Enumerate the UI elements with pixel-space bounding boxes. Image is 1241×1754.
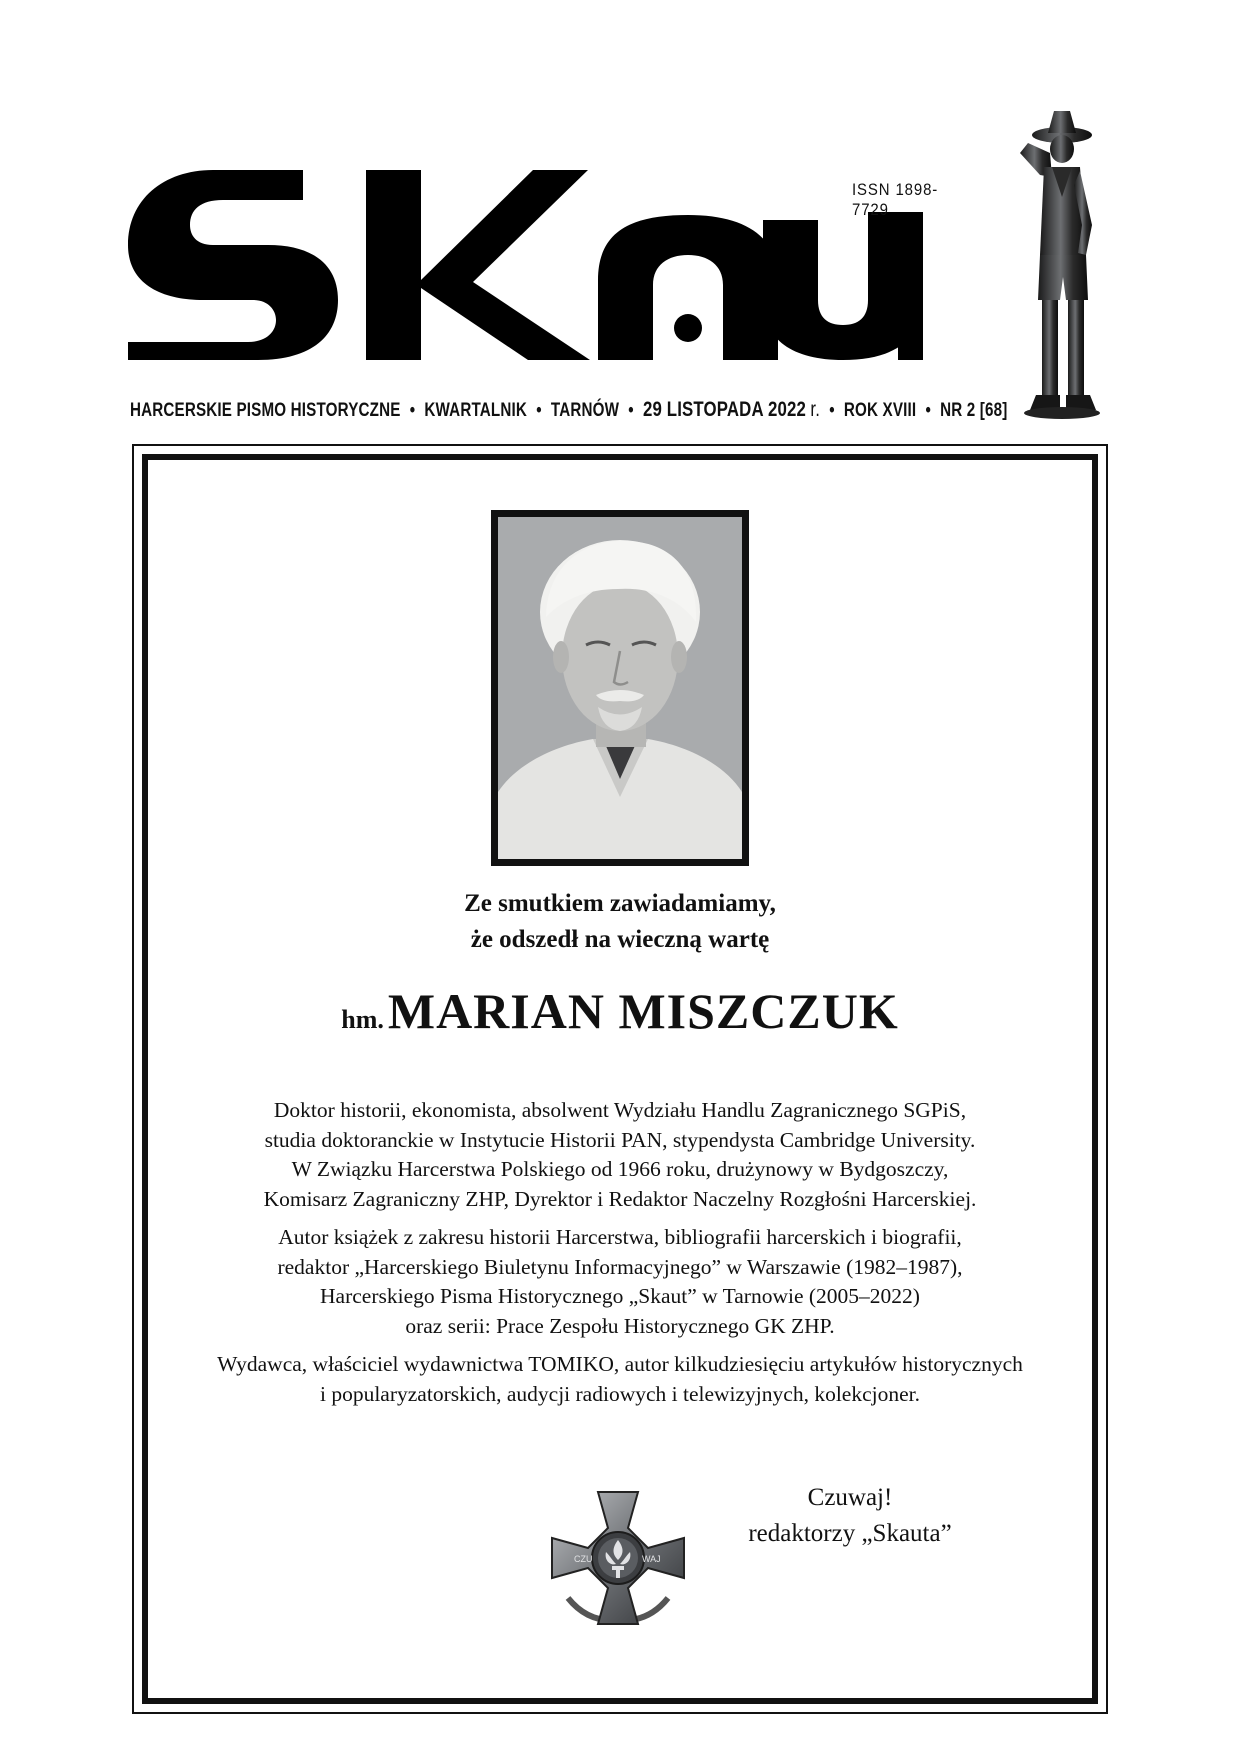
biography-line: W Związku Harcerstwa Polskiego od 1966 roku, drużynowy w Bydgoszczy, [291, 1157, 949, 1181]
biography-line: Autor książek z zakresu historii Harcerstwa, bibliografii harcerskich i biografii, [278, 1225, 962, 1249]
cross-right-word: WAJ [642, 1554, 661, 1564]
strap-year: ROK XVIII [843, 400, 917, 421]
issn-number: ISSN 1898-7729 [852, 180, 939, 219]
obituary-intro [132, 886, 1108, 958]
intro-line-1: Ze smutkiem zawiadamiamy, [464, 890, 776, 917]
biography-line: Doktor historii, ekonomista, absolwent Wydziału Handlu Zagranicznego SGPiS, [273, 1098, 967, 1122]
biography-line: oraz serii: Prace Zespołu Historycznego GK ZHP. [405, 1313, 835, 1338]
strap-separator: • [628, 400, 634, 421]
biography-paragraph [150, 1096, 1090, 1214]
strap-date: 29 LISTOPADA 2022 [642, 398, 806, 421]
biography-line: i popularyzatorskich, audycji radiowych i telewizyjnych, kolekcjoner. [319, 1381, 921, 1406]
strap-separator: • [829, 400, 835, 421]
intro-line-2: że odszedł na wieczną wartę [470, 926, 770, 953]
strap-date-suffix: r. [810, 398, 821, 421]
strap-separator: • [925, 400, 931, 421]
portrait-illustration [498, 517, 742, 859]
strap-separator: • [536, 400, 542, 421]
biography-line: redaktor „Harcerskiego Biuletynu Informacyjnego” w Warszawie (1982–1987), [277, 1254, 963, 1279]
masthead-strap [130, 398, 1008, 422]
farewell-greeting: Czuwaj! [807, 1484, 893, 1511]
strap-city: TARNÓW [550, 400, 620, 421]
strap-separator: • [409, 400, 416, 421]
skaut-logo [128, 160, 928, 360]
biography-paragraph [150, 1350, 1090, 1409]
deceased-name: MARIAN MISZCZUK [387, 983, 899, 1039]
scout-rank: hm. [341, 1005, 384, 1034]
strap-publication-type: HARCERSKIE PISMO HISTORYCZNE [130, 400, 401, 421]
strap-issue-number: NR 2 [68] [940, 400, 1008, 421]
biography-line: Komisarz Zagraniczny ZHP, Dyrektor i Redaktor Naczelny Rozgłośni Harcerskiej. [263, 1186, 977, 1211]
farewell-signature [720, 1480, 980, 1552]
biography-line: studia doktoranckie w Instytucie Historii PAN, stypendysta Cambridge University. [264, 1127, 976, 1152]
scout-salute-statue-icon [1010, 105, 1105, 425]
cross-left-word: CZU [574, 1554, 593, 1564]
biography [150, 1096, 1090, 1418]
masthead [0, 0, 1241, 430]
strap-frequency: KWARTALNIK [424, 400, 528, 421]
biography-line: Wydawca, właściciel wydawnictwa TOMIKO, autor kilkudziesięciu artykułów historycznych [217, 1352, 1023, 1376]
portrait-photo [491, 510, 749, 866]
farewell-signatories: redaktorzy „Skauta” [748, 1520, 952, 1547]
biography-line: Harcerskiego Pisma Historycznego „Skaut” w Tarnowie (2005–2022) [320, 1284, 920, 1308]
deceased-name-heading [132, 982, 1108, 1040]
biography-paragraph [150, 1223, 1090, 1341]
harcerski-cross-icon [548, 1488, 688, 1628]
